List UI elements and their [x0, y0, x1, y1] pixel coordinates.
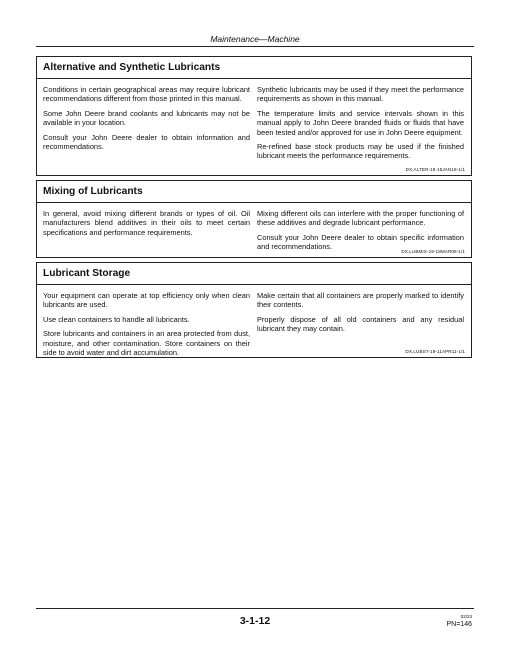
- right-column: [257, 291, 464, 339]
- section-title: Lubricant Storage: [43, 268, 131, 279]
- footer-code: 02/23: [460, 614, 472, 619]
- page-number: 3-1-12: [239, 615, 271, 627]
- left-column: [43, 209, 250, 242]
- section-title-divider: [37, 284, 471, 285]
- left-column: [43, 291, 250, 362]
- paragraph: Consult your John Deere dealer to obtain specific information and recommendations.: [257, 232, 464, 252]
- paragraph: Synthetic lubricants may be used if they meet the performance requirements as shown in this manual.: [257, 85, 464, 104]
- paragraph: Store lubricants and containers in an area protected from dust, moisture, and other contamination. Store containers on their side to avoid water and dirt accumulation.: [43, 329, 250, 358]
- section-alternative-synthetic-lubricants: [36, 56, 472, 176]
- paragraph: Use clean containers to handle all lubricants.: [43, 314, 190, 324]
- section-lubricant-storage: [36, 262, 472, 358]
- running-header: Maintenance—Machine: [210, 34, 300, 44]
- document-code: DX,LUBMIX-19-18MAR08-1/1: [401, 249, 465, 254]
- section-title: Alternative and Synthetic Lubricants: [43, 62, 221, 73]
- left-column: [43, 85, 250, 156]
- footer-page-id: PN=146: [446, 621, 472, 628]
- footer-divider: [36, 608, 474, 609]
- document-code: DX,LUBST-19-11APR11-1/1: [405, 349, 465, 354]
- section-title-divider: [37, 202, 471, 203]
- right-column: [257, 85, 464, 166]
- section-title-divider: [37, 78, 471, 79]
- paragraph: Properly dispose of all old containers and any residual lubricant they may contain.: [257, 314, 464, 334]
- paragraph: The temperature limits and service intervals shown in this manual apply to John Deere branded fluids or fluids that have been tested and/or approved for use in John Deere equipment.: [257, 108, 464, 137]
- paragraph: Some John Deere brand coolants and lubricants may not be available in your location.: [43, 108, 250, 128]
- header-divider: [36, 46, 474, 47]
- paragraph: Your equipment can operate at top efficiency only when clean lubricants are used.: [43, 291, 250, 310]
- paragraph: In general, avoid mixing different brands or types of oil. Oil manufacturers blend additives in their oils to meet certain specifications and performance requirements.: [43, 209, 250, 237]
- paragraph: Mixing different oils can interfere with the proper functioning of these additives and degrade lubricant performance.: [257, 209, 464, 228]
- paragraph: Re-refined base stock products may be used if the finished lubricant meets the performance requirements.: [257, 142, 464, 161]
- document-code: DX,ALTER-19-15JAN18-1/1: [405, 167, 465, 172]
- paragraph: Consult your John Deere dealer to obtain information and recommendations.: [43, 132, 250, 152]
- section-mixing-of-lubricants: [36, 180, 472, 258]
- paragraph: Make certain that all containers are properly marked to identify their contents.: [257, 291, 464, 310]
- section-title: Mixing of Lubricants: [43, 186, 143, 197]
- paragraph: Conditions in certain geographical areas may require lubricant recommendations different from those printed in this manual.: [43, 85, 250, 104]
